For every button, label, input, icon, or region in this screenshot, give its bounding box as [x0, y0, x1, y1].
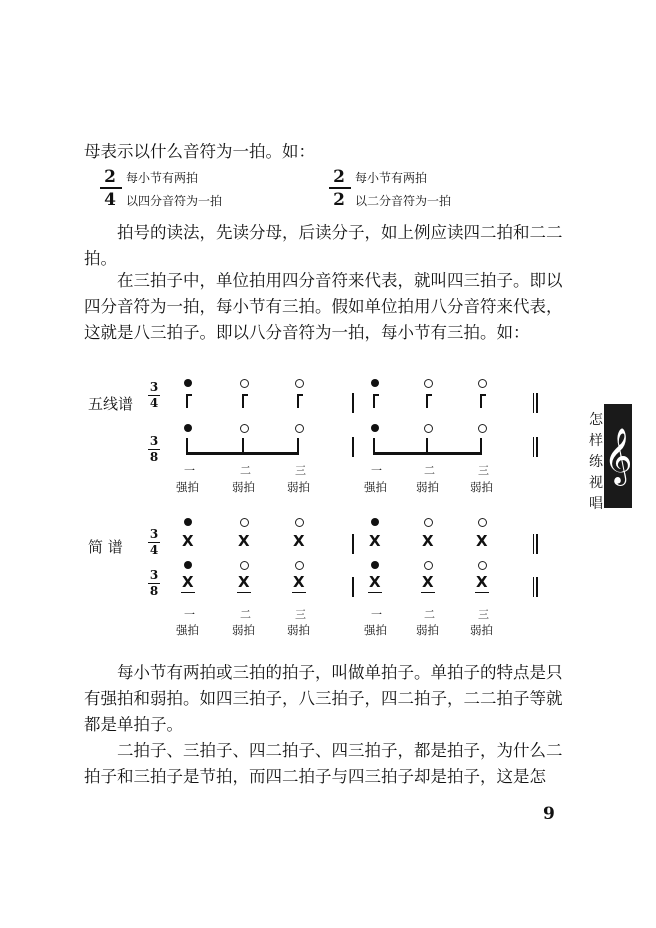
paragraph-three-beat: 在三拍子中，单位拍用四分音符来代表，就叫四三拍子。即以四分音符为一拍，每小节有三拍。假如单位拍用八分音符来代表，这就是八三拍子。即以八分音符为一拍，每小节有三拍。如： [84, 271, 563, 342]
treble-clef-icon: 𝄞 [604, 404, 632, 508]
frac1-denominator: 4 [104, 190, 116, 210]
time-signature-3-8: 3 8 [149, 434, 159, 464]
strong-beat-dot [184, 518, 192, 526]
intro-line: 母表示以什么音符为一拍。如： [84, 142, 315, 161]
weak-beat-dot [478, 424, 487, 433]
beat-x: X [182, 532, 194, 550]
quarter-note [480, 394, 482, 408]
frac1-denominator-text: 以四分音符为一拍 [126, 193, 223, 208]
strong-beat-dot [184, 379, 192, 387]
time-signature-3-4: 3 4 [149, 380, 159, 410]
frac1-numerator-text: 每小节有两拍 [126, 170, 199, 185]
fraction-bar [100, 187, 122, 189]
accent-strong: 强拍 [176, 623, 199, 637]
chapter-side-tab [588, 404, 633, 512]
weak-beat-dot [478, 561, 487, 570]
paragraph-question: 二拍子、三拍子、四二拍子、四三拍子，都是拍子，为什么二拍子和三拍子是节拍，而四二拍子与四三拍子却是拍子，这是怎 [84, 741, 563, 786]
quarter-note [426, 394, 428, 408]
beat-x: X [369, 532, 381, 550]
count-one: 一 [371, 608, 382, 621]
beat-x: X [476, 532, 488, 550]
weak-beat-dot [295, 518, 304, 527]
eighth-underline [181, 592, 195, 593]
accent-strong: 强拍 [364, 623, 387, 637]
beat-x-underlined: X [422, 573, 434, 591]
final-barline [533, 393, 538, 413]
strong-beat-dot [371, 379, 379, 387]
eighth-note [426, 438, 428, 452]
weak-beat-dot [424, 518, 433, 527]
accent-weak: 弱拍 [416, 480, 439, 494]
count-one: 一 [184, 608, 195, 621]
note-beam [186, 452, 299, 455]
eighth-underline [421, 592, 435, 593]
weak-beat-dot [295, 379, 304, 388]
count-two: 二 [424, 608, 435, 621]
note-beam [373, 452, 482, 455]
final-barline [533, 437, 538, 457]
barline [352, 393, 354, 413]
beat-x-underlined: X [238, 573, 250, 591]
accent-weak: 弱拍 [232, 480, 255, 494]
paragraph-reading: 拍号的读法，先读分母，后读分子，如上例应读四二拍和二二拍。 [84, 223, 563, 268]
weak-beat-dot [424, 424, 433, 433]
accent-weak: 弱拍 [470, 623, 493, 637]
staff-notation-label: 五线谱 [88, 395, 134, 413]
quarter-note [297, 394, 299, 408]
weak-beat-dot [240, 561, 249, 570]
count-three: 三 [478, 464, 489, 477]
strong-beat-dot [371, 518, 379, 526]
accent-weak: 弱拍 [416, 623, 439, 637]
page-number: 9 [543, 804, 555, 824]
weak-beat-dot [424, 561, 433, 570]
weak-beat-dot [240, 379, 249, 388]
eighth-note [373, 438, 375, 452]
accent-weak: 弱拍 [287, 623, 310, 637]
frac2-denominator-text: 以二分音符为一拍 [355, 193, 452, 208]
accent-strong: 强拍 [176, 480, 199, 494]
numbered-notation-label: 简 谱 [88, 538, 123, 556]
eighth-underline [237, 592, 251, 593]
beat-x: X [238, 532, 250, 550]
side-tab-text: 怎 样 练 视 唱 [589, 412, 603, 512]
eighth-note [242, 438, 244, 452]
beat-x-underlined: X [182, 573, 194, 591]
fraction-bar [329, 187, 351, 189]
count-two: 二 [240, 464, 251, 477]
count-three: 三 [295, 464, 306, 477]
strong-beat-dot [184, 561, 192, 569]
count-one: 一 [371, 464, 382, 477]
eighth-underline [368, 592, 382, 593]
barline [352, 577, 354, 597]
beat-x: X [422, 532, 434, 550]
accent-weak: 弱拍 [287, 480, 310, 494]
frac2-numerator: 2 [333, 167, 345, 187]
weak-beat-dot [424, 379, 433, 388]
eighth-underline [292, 592, 306, 593]
count-one: 一 [184, 464, 195, 477]
beat-x-underlined: X [476, 573, 488, 591]
final-barline [533, 534, 538, 554]
barline [352, 534, 354, 554]
time-signature-3-8: 3 8 [149, 568, 159, 598]
eighth-note [297, 438, 299, 452]
accent-weak: 弱拍 [232, 623, 255, 637]
quarter-note [242, 394, 244, 408]
weak-beat-dot [240, 518, 249, 527]
count-two: 二 [240, 608, 251, 621]
count-two: 二 [424, 464, 435, 477]
strong-beat-dot [371, 424, 379, 432]
strong-beat-dot [184, 424, 192, 432]
quarter-note [186, 394, 188, 408]
beat-x-underlined: X [369, 573, 381, 591]
accent-weak: 弱拍 [470, 480, 493, 494]
weak-beat-dot [478, 518, 487, 527]
frac2-numerator-text: 每小节有两拍 [355, 170, 428, 185]
accent-strong: 强拍 [364, 480, 387, 494]
weak-beat-dot [295, 424, 304, 433]
barline [352, 437, 354, 457]
weak-beat-dot [478, 379, 487, 388]
count-three: 三 [478, 608, 489, 621]
weak-beat-dot [240, 424, 249, 433]
weak-beat-dot [295, 561, 304, 570]
quarter-note [373, 394, 375, 408]
time-signature-3-4: 3 4 [149, 527, 159, 557]
beat-x-underlined: X [293, 573, 305, 591]
eighth-underline [475, 592, 489, 593]
eighth-note [480, 438, 482, 452]
paragraph-simple-meter: 每小节有两拍或三拍的拍子，叫做单拍子。单拍子的特点是只有强拍和弱拍。如四三拍子，八三拍子，四二拍子，二二拍子等就都是单拍子。 [84, 663, 563, 734]
strong-beat-dot [371, 561, 379, 569]
final-barline [533, 577, 538, 597]
frac1-numerator: 2 [104, 167, 116, 187]
beat-x: X [293, 532, 305, 550]
count-three: 三 [295, 608, 306, 621]
eighth-note [186, 438, 188, 452]
frac2-denominator: 2 [333, 190, 345, 210]
